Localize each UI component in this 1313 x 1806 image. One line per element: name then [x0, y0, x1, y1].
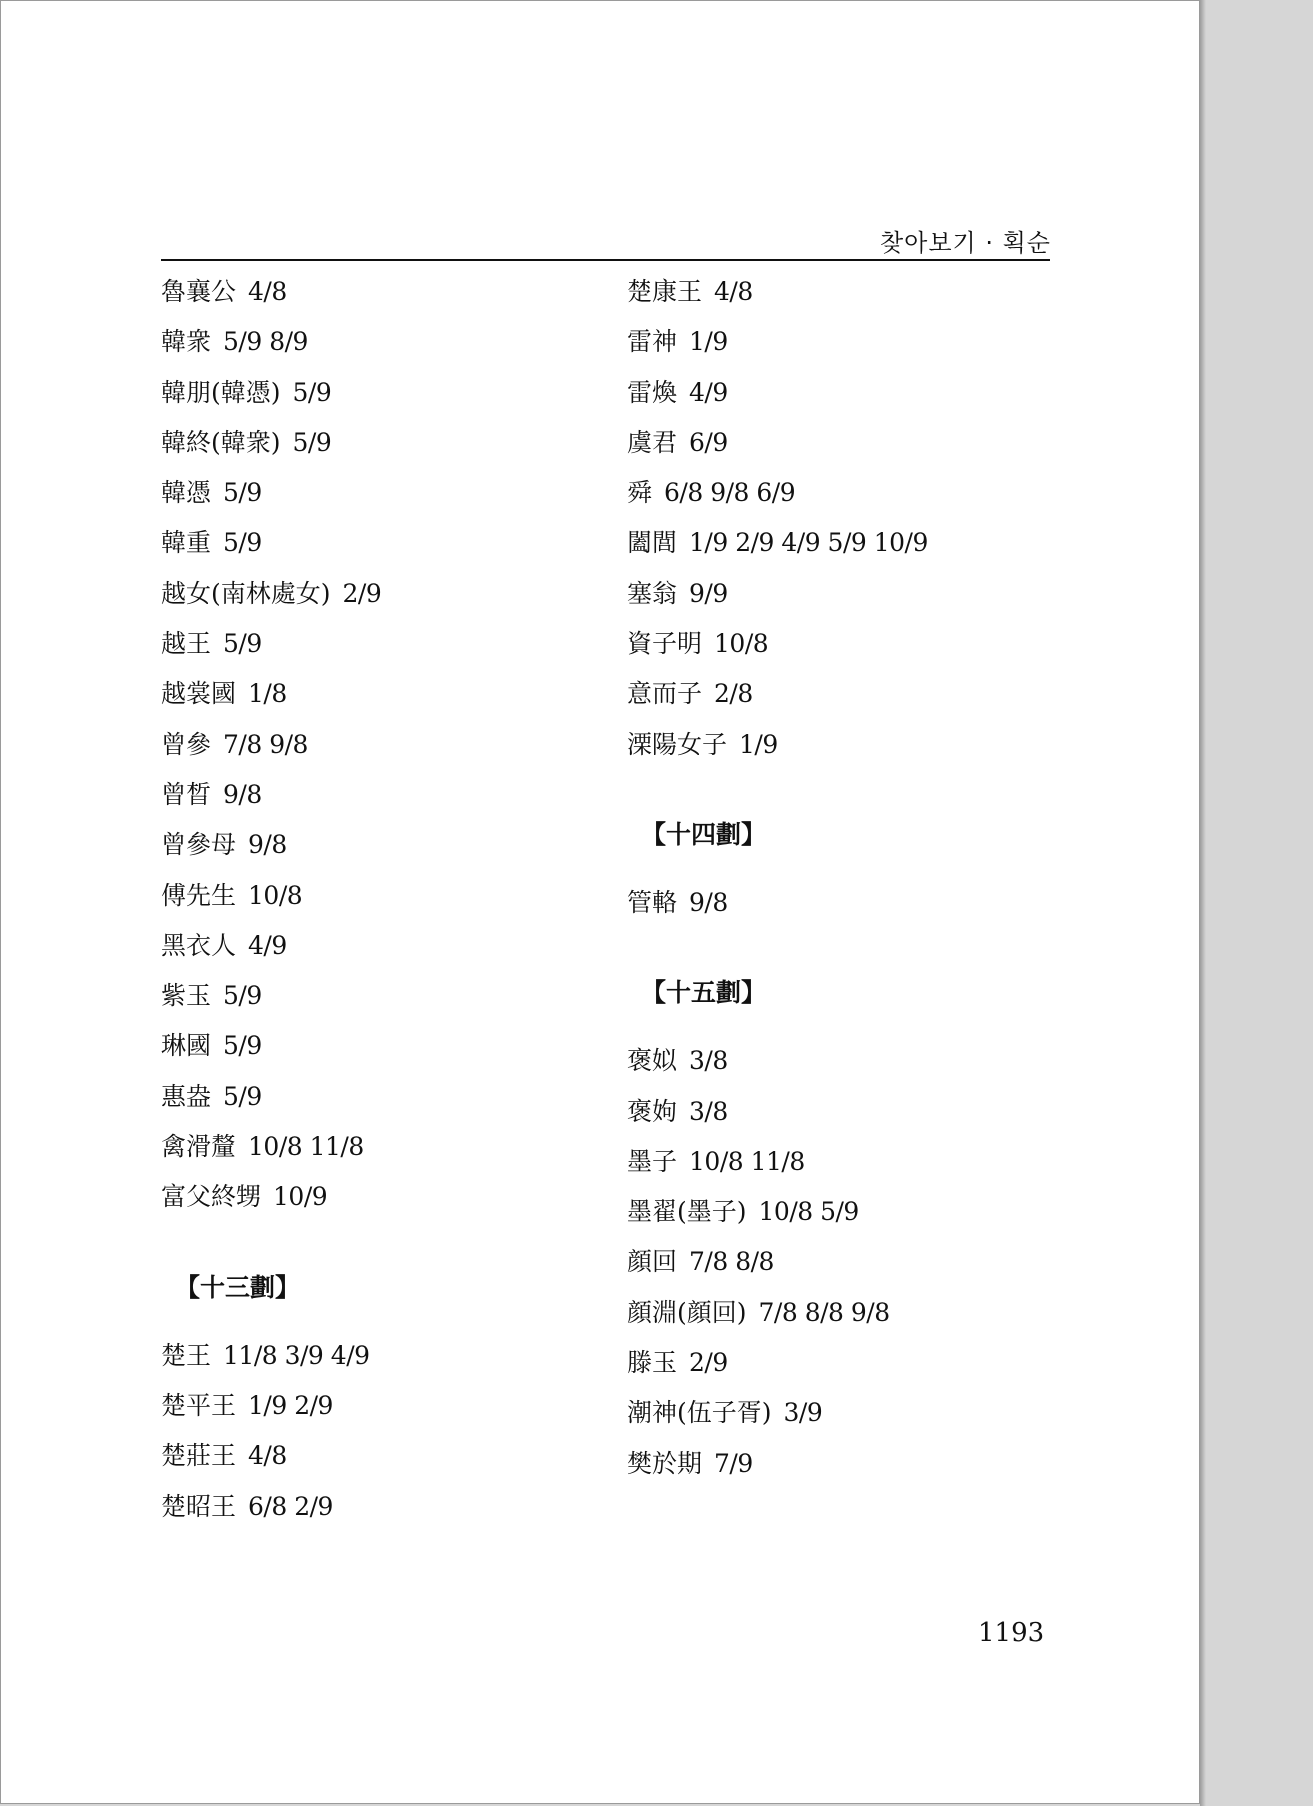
- entry-refs: 6/9: [689, 427, 728, 457]
- entry-refs: 10/9: [273, 1182, 328, 1212]
- entry-name: 富父終甥: [161, 1182, 262, 1212]
- entry-refs: 4/8: [714, 277, 753, 306]
- entry-list: [627, 1039, 928, 1492]
- entry-refs: 4/9: [689, 377, 728, 407]
- entry-refs: 7/9: [714, 1448, 753, 1478]
- entry-refs: 3/8: [689, 1096, 728, 1126]
- entry-name: 紫玉: [161, 981, 212, 1011]
- section-gap: [161, 1226, 381, 1262]
- section-heading: 【十五劃】: [641, 978, 767, 1008]
- entry-refs: 2/8: [714, 679, 753, 709]
- entry-name: 韓憑: [161, 478, 212, 508]
- entry-name: 曾參: [161, 729, 212, 759]
- entry-name: 琳國: [161, 1031, 212, 1061]
- index-entry: [627, 723, 928, 773]
- entry-name: 墨翟(墨子): [627, 1197, 747, 1227]
- index-entry: [627, 1190, 928, 1240]
- index-entry: [627, 1039, 928, 1089]
- index-entry: [161, 874, 381, 924]
- page-edge-shadow: [1200, 0, 1206, 1806]
- index-entry: [161, 1384, 381, 1434]
- entry-refs: 3/9: [783, 1398, 823, 1428]
- entry-name: 韓衆: [161, 327, 212, 357]
- entry-name: 虞君: [627, 427, 678, 457]
- entry-name: 禽滑釐: [161, 1132, 237, 1162]
- index-entry: [627, 1391, 928, 1441]
- entry-refs: 9/8: [248, 830, 287, 860]
- entry-refs: 1/8: [248, 679, 287, 709]
- header-rule: [161, 259, 1050, 261]
- index-entry: [161, 371, 381, 421]
- entry-name: 傅先生: [161, 880, 237, 910]
- index-entry: [627, 1442, 928, 1492]
- entry-name: 楚王: [161, 1340, 212, 1370]
- section-gap: [627, 773, 928, 809]
- entry-refs: 4/8: [248, 1441, 287, 1471]
- entry-refs: 9/8: [689, 887, 728, 917]
- entry-name: 韓重: [161, 528, 212, 558]
- entry-refs: 5/9: [223, 1081, 262, 1111]
- entry-name: 意而子: [627, 679, 703, 709]
- entry-name: 魯襄公: [161, 277, 237, 306]
- index-entry: [161, 723, 381, 773]
- index-entry: [161, 823, 381, 873]
- entry-name: 管輅: [627, 887, 678, 917]
- entry-refs: 10/8: [714, 629, 769, 659]
- index-entry: [161, 974, 381, 1024]
- entry-name: 塞翁: [627, 578, 678, 608]
- entry-name: 資子明: [627, 629, 703, 659]
- entry-refs: 2/9: [342, 578, 382, 608]
- index-entry: [627, 881, 928, 931]
- index-entry: [161, 320, 381, 370]
- index-entry: [627, 371, 928, 421]
- entry-name: 雷神: [627, 327, 678, 357]
- entry-refs: 5/9: [223, 1031, 262, 1061]
- entry-refs: 7/8 8/8 9/8: [758, 1297, 890, 1327]
- entry-refs: 10/8 11/8: [248, 1132, 364, 1162]
- entry-name: 惠盎: [161, 1081, 212, 1111]
- entry-refs: 6/8 9/8 6/9: [664, 478, 796, 508]
- entry-name: 顔回: [627, 1247, 678, 1277]
- index-entry: [627, 672, 928, 722]
- entry-name: 溧陽女子: [627, 729, 728, 759]
- entry-name: 樊於期: [627, 1448, 703, 1478]
- entry-refs: 1/9: [689, 327, 728, 357]
- entry-name: 楚平王: [161, 1390, 237, 1420]
- index-entry: [161, 672, 381, 722]
- entry-refs: 5/9: [292, 377, 332, 407]
- entry-name: 舜: [627, 478, 653, 508]
- entry-refs: 4/8: [248, 277, 287, 306]
- left-column: [161, 270, 381, 1535]
- index-entry: [627, 270, 928, 320]
- entry-name: 楚昭王: [161, 1491, 237, 1521]
- entry-refs: 2/9: [689, 1348, 728, 1378]
- section-heading: 【十三劃】: [175, 1272, 301, 1302]
- entry-name: 顔淵(顔回): [627, 1297, 747, 1327]
- entry-refs: 5/9: [223, 528, 262, 558]
- entry-refs: 5/9: [223, 478, 262, 508]
- index-entry: [161, 521, 381, 571]
- right-column: [627, 270, 928, 1492]
- index-entry: [161, 1434, 381, 1484]
- index-entry: [161, 1175, 381, 1225]
- entry-refs: 7/8 8/8: [689, 1247, 774, 1277]
- entry-refs: 5/9 8/9: [223, 327, 308, 357]
- index-entry: [627, 320, 928, 370]
- entry-refs: 1/9: [739, 729, 778, 759]
- index-entry: [627, 622, 928, 672]
- index-entry: [161, 773, 381, 823]
- entry-name: 韓朋(韓憑): [161, 377, 281, 407]
- index-entry: [161, 1334, 381, 1384]
- entry-name: 褒姒: [627, 1046, 678, 1076]
- entry-list: [627, 270, 928, 773]
- entry-name: 雷煥: [627, 377, 678, 407]
- entry-name: 潮神(伍子胥): [627, 1398, 772, 1428]
- entry-list: [627, 881, 928, 931]
- entry-refs: 7/8 9/8: [223, 729, 308, 759]
- index-entry: [627, 572, 928, 622]
- index-entry: [627, 1240, 928, 1290]
- index-entry: [627, 521, 928, 571]
- entry-name: 曾晳: [161, 779, 212, 809]
- index-entry: [627, 1291, 928, 1341]
- entry-name: 越王: [161, 629, 212, 659]
- index-entry: [161, 572, 381, 622]
- entry-name: 褒姁: [627, 1096, 678, 1126]
- index-entry: [161, 471, 381, 521]
- entry-name: 黑衣人: [161, 930, 237, 960]
- entry-name: 曾參母: [161, 830, 237, 860]
- entry-refs: 1/9 2/9: [248, 1390, 333, 1420]
- index-entry: [161, 1125, 381, 1175]
- running-head: 찾아보기 · 획순: [880, 229, 1051, 257]
- entry-refs: 10/8 5/9: [758, 1197, 859, 1227]
- entry-refs: 10/8 11/8: [689, 1146, 805, 1176]
- index-entry: [161, 1485, 381, 1535]
- entry-name: 闔閭: [627, 528, 678, 558]
- section-gap: [627, 931, 928, 967]
- index-entry: [161, 1024, 381, 1074]
- entry-list: [161, 270, 381, 1226]
- entry-name: 越女(南林處女): [161, 578, 331, 608]
- index-entry: [627, 471, 928, 521]
- entry-refs: 11/8 3/9 4/9: [223, 1340, 370, 1370]
- entry-refs: 5/9: [292, 427, 332, 457]
- entry-refs: 3/8: [689, 1046, 728, 1076]
- index-entry: [161, 270, 381, 320]
- index-entry: [161, 622, 381, 672]
- entry-refs: 4/9: [248, 930, 287, 960]
- entry-name: 滕玉: [627, 1348, 678, 1378]
- page-number: 1193: [978, 1618, 1045, 1648]
- entry-name: 墨子: [627, 1146, 678, 1176]
- index-entry: [627, 1140, 928, 1190]
- section-heading: 【十四劃】: [641, 819, 767, 849]
- entry-refs: 10/8: [248, 880, 303, 910]
- entry-name: 越裳國: [161, 679, 237, 709]
- entry-refs: 9/9: [689, 578, 728, 608]
- index-entry: [627, 421, 928, 471]
- entry-refs: 5/9: [223, 629, 262, 659]
- entry-list: [161, 1334, 381, 1535]
- entry-refs: 6/8 2/9: [248, 1491, 333, 1521]
- index-entry: [161, 924, 381, 974]
- index-entry: [161, 421, 381, 471]
- index-entry: [627, 1090, 928, 1140]
- entry-name: 楚康王: [627, 277, 703, 306]
- entry-refs: 5/9: [223, 981, 262, 1011]
- entry-name: 楚莊王: [161, 1441, 237, 1471]
- index-entry: [627, 1341, 928, 1391]
- entry-refs: 9/8: [223, 779, 262, 809]
- entry-refs: 1/9 2/9 4/9 5/9 10/9: [689, 528, 928, 558]
- index-entry: [161, 1075, 381, 1125]
- entry-name: 韓終(韓衆): [161, 427, 281, 457]
